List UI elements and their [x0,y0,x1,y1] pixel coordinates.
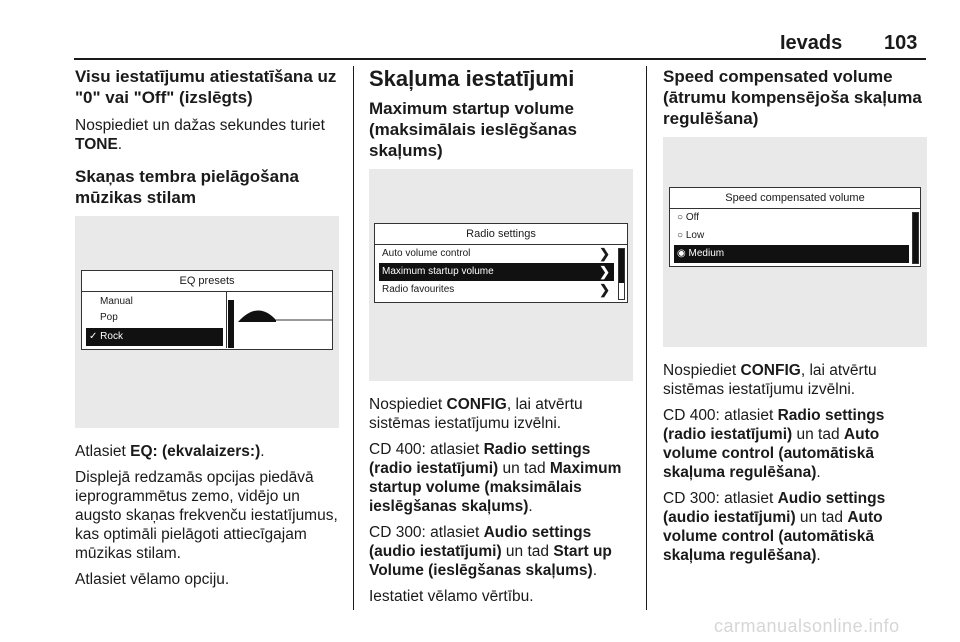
section-title: Ievads [780,32,843,54]
eq-option-rock: ✓ Rock [86,328,223,346]
speed-volume-screen [669,187,921,267]
cd300-text: CD 300: atlasiet Audio settings (audio iestatījumi) un tad Start up Volume (ieslēgšanas skaļums). [369,524,612,579]
column-1 [75,66,340,596]
max-startup-heading: Maximum startup volume (maksimālais ieslēgšanas skaļums) [369,99,577,160]
page-header [0,0,960,62]
chevron-right-icon: ❯ [599,264,610,279]
header-rule [74,58,926,60]
radio-settings-figure [369,169,633,381]
radio-empty-icon: ○ [677,230,684,241]
option-medium: ◉ Medium [674,245,909,263]
eq-presets-screen [81,270,333,350]
eq-curve-graphic [228,292,332,348]
menu-item-auto-volume: Auto volume control ❯ [382,246,610,261]
option-low: ○ Low [677,230,705,241]
volume-settings-heading: Skaļuma iestatījumi [369,66,575,91]
eq-choose-text: Atlasiet vēlamo opciju. [75,571,230,588]
eq-presets-figure [75,216,339,428]
menu-item-radio-favourites: Radio favourites ❯ [382,282,610,297]
radio-settings-screen [374,223,628,303]
eq-option-pop: Pop [100,312,118,323]
check-icon: ✓ [89,331,98,342]
column-3 [663,66,927,572]
column-divider-2 [646,66,647,610]
reset-text: Nospiediet un dažas sekundes turiet TONE. [75,117,325,153]
cd300-text: CD 300: atlasiet Audio settings (audio iestatījumi) un tad Auto volume control (automātiskā skaļuma regulēšana). [663,490,886,564]
eq-heading: Skaņas tembra pielāgošana mūzikas stilam [75,167,299,207]
option-off: ○ Off [677,212,699,223]
radio-screen-title: Radio settings [375,224,627,245]
eq-screen-title: EQ presets [82,271,332,292]
eq-option-manual: Manual [100,296,133,307]
cd400-text: CD 400: atlasiet Radio settings (radio iestatījumi) un tad Maximum startup volume (maksimālais ieslēgšanas skaļums). [369,441,622,515]
chevron-right-icon: ❯ [599,246,610,261]
eq-divider [226,292,227,348]
scrollbar [618,248,625,300]
page-number: 103 [884,32,918,54]
watermark: carmanualsonline.info [714,616,900,636]
radio-empty-icon: ○ [677,212,684,223]
reset-heading: Visu iestatījumu atiestatīšana uz "0" vai "Off" (izslēgts) [75,67,337,107]
cd400-text: CD 400: atlasiet Radio settings (radio iestatījumi) un tad Auto volume control (automātiskā skaļuma regulēšana). [663,407,885,481]
config-text: Nospiediet CONFIG, lai atvērtu sistēmas iestatījumu izvēlni. [369,396,583,432]
scrollbar [912,212,919,264]
config-text: Nospiediet CONFIG, lai atvērtu sistēmas iestatījumu izvēlni. [663,362,877,398]
chevron-right-icon: ❯ [599,282,610,297]
radio-selected-icon: ◉ [677,248,686,259]
speed-volume-heading: Speed compensated volume (ātrumu kompensējoša skaļuma regulēšana) [663,67,922,128]
set-value-text: Iestatiet vēlamo vērtību. [369,588,534,605]
speed-screen-title: Speed compensated volume [670,188,920,209]
eq-select-text: Atlasiet EQ: (ekvalaizers:). [75,443,265,460]
menu-item-max-startup: Maximum startup volume ❯ [379,263,614,281]
column-divider-1 [353,66,354,610]
speed-volume-figure [663,137,927,347]
eq-description: Displejā redzamās opcijas piedāvā ieprogrammētus zemo, vidējo un augsto skaņas frekvenču iestatījumus, kas optimāli pielāgoti attiecīgajam mūzikas stilam. [75,469,338,562]
column-2 [369,66,633,613]
